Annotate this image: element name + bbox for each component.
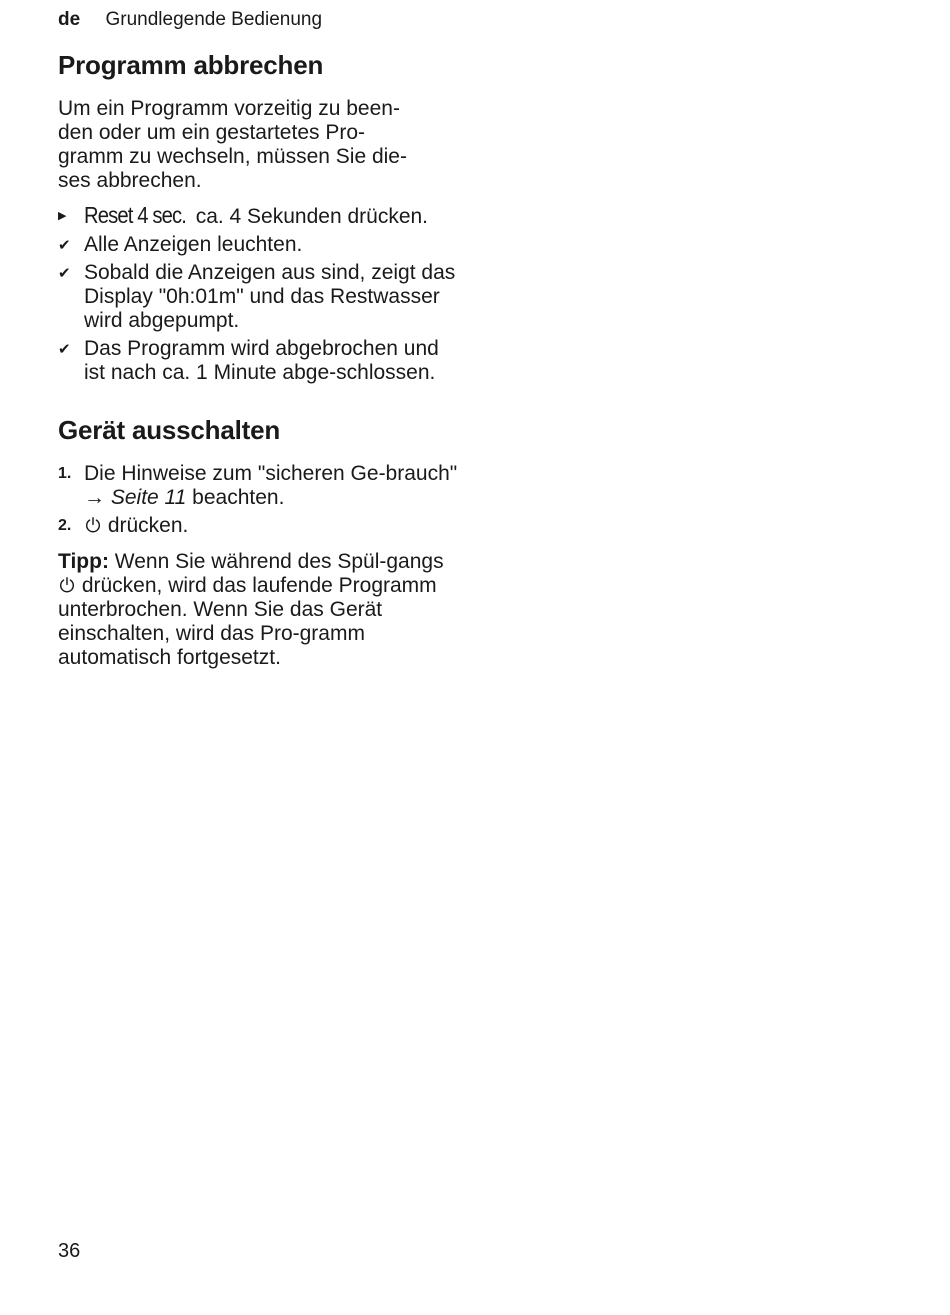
arrow-icon: → (84, 486, 105, 510)
page-reference-link[interactable]: Seite 11 (110, 486, 187, 510)
checkmark-icon: ✔ (58, 237, 71, 255)
list-item: 2. drücken. (58, 514, 189, 538)
page-number: 36 (58, 1240, 81, 1262)
tip-label: Tipp: (58, 550, 109, 574)
list-item: ✔ Das Programm wird abgebrochen und ist nach ca. 1 Minute abge-schlossen. (58, 337, 439, 385)
list-item: 1. Die Hinweise zum "sicheren Ge-brauch" → Seite 11 beachten. (58, 462, 458, 510)
section-name: Grundlegende Bedienung (105, 9, 323, 30)
main-content (58, 50, 458, 680)
power-icon (84, 516, 102, 534)
power-icon (58, 576, 76, 594)
steps-list (58, 462, 458, 538)
list-item: ✔ Sobald die Anzeigen aus sind, zeigt das Display "0h:01m" und das Restwasser wird abgepumpt. (58, 261, 456, 333)
step-number: 2. (58, 517, 72, 535)
step-number: 1. (58, 465, 72, 483)
section-title-cancel: Programm abbrechen (58, 50, 324, 80)
button-label-reset: Reset 4 sec. (84, 202, 186, 229)
page-header (58, 9, 322, 31)
intro-paragraph: Um ein Programm vorzeitig zu been- den oder um ein gestartetes Pro- gramm zu wechseln, müssen Sie die- ses abbrechen. (58, 97, 407, 193)
tip-paragraph: Tipp: Wenn Sie während des Spül-gangs drücken, wird das laufende Programm unterbrochen. Wenn Sie das Gerät einschalten, wird das Pro-gramm automatisch fortgesetzt. (58, 550, 444, 670)
section-title-switch-off: Gerät ausschalten (58, 415, 281, 446)
section-switch-off (58, 415, 458, 670)
checkmark-icon: ✔ (58, 341, 71, 359)
language-tag: de (58, 9, 81, 30)
list-item: ✔ Alle Anzeigen leuchten. (58, 233, 303, 257)
triangle-bullet-icon: ▶ (58, 210, 67, 223)
instruction-list (58, 203, 458, 385)
list-item: ▶ Reset 4 sec. ca. 4 Sekunden drücken. (58, 202, 429, 229)
checkmark-icon: ✔ (58, 265, 71, 283)
